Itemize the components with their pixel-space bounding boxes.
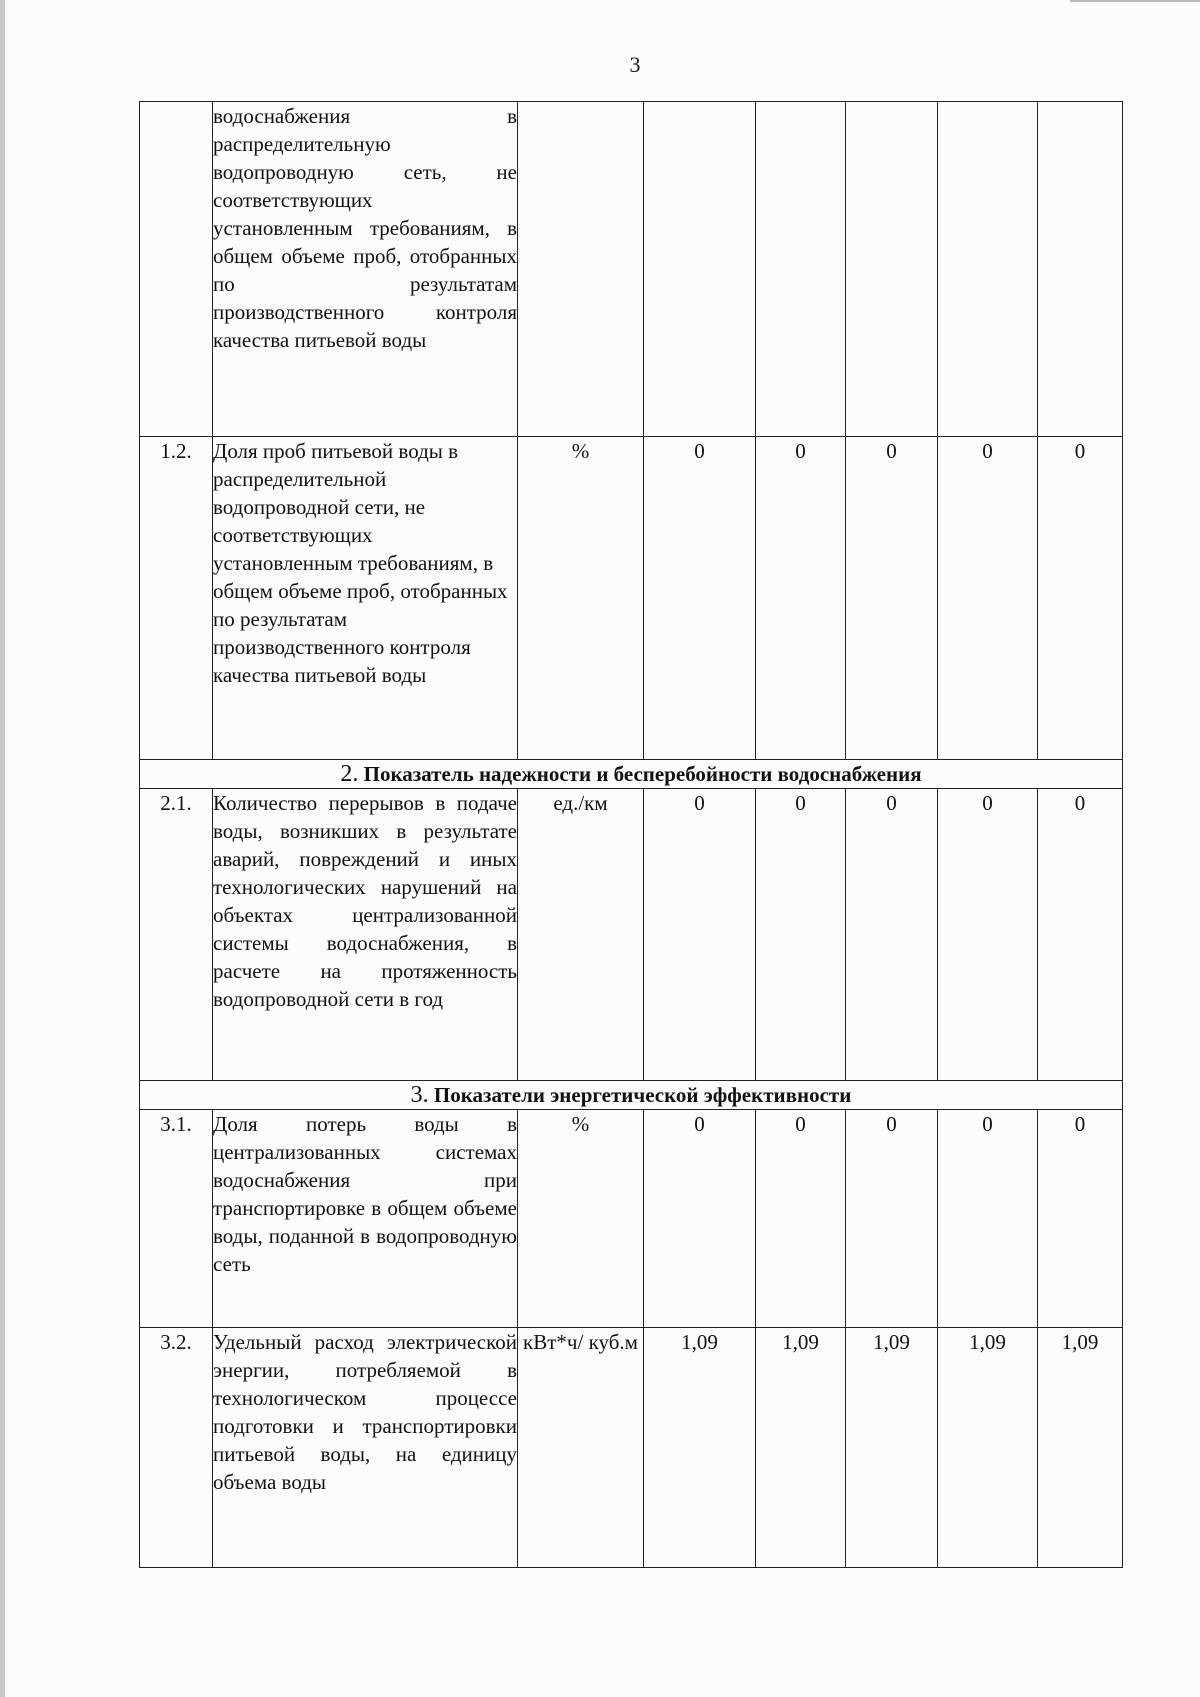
row-number: 2.1. bbox=[140, 789, 213, 1081]
value-cell: 0 bbox=[644, 1110, 756, 1328]
value-cell: 0 bbox=[644, 437, 756, 760]
page-number: 3 bbox=[629, 52, 641, 77]
value-cell: 0 bbox=[938, 437, 1038, 760]
indicator-name-text: Доля проб питьевой воды в распределительной водопроводной сети, не соответствующих установленным требованиям, в общем объеме проб, отобранных по результатам производственного контроля качества питьевой воды bbox=[213, 439, 508, 687]
table-row bbox=[140, 1328, 1123, 1568]
section-number: 3. bbox=[410, 1082, 429, 1108]
unit-cell bbox=[518, 102, 644, 437]
row-number bbox=[140, 102, 213, 437]
value-cell: 0 bbox=[756, 789, 846, 1081]
indicator-name: Количество перерывов в подаче воды, возникших в результате аварий, повреждений и иных технологических нарушений на объектах централизованной системы водоснабжения, в расчете на протяженность водопроводной сети в год bbox=[213, 789, 518, 1081]
row-number: 3.2. bbox=[140, 1328, 213, 1568]
section-title: Показатели энергетической эффективности bbox=[433, 1083, 852, 1107]
indicator-name bbox=[213, 437, 518, 760]
section-header-row bbox=[140, 760, 1123, 789]
value-cell: 1,09 bbox=[846, 1328, 938, 1568]
value-cell: 0 bbox=[1038, 1110, 1123, 1328]
value-cell: 0 bbox=[846, 1110, 938, 1328]
section-title: Показатель надежности и бесперебойности водоснабжения bbox=[363, 762, 922, 786]
value-cell: 0 bbox=[938, 1110, 1038, 1328]
value-cell: 0 bbox=[644, 789, 756, 1081]
value-cell: 1,09 bbox=[938, 1328, 1038, 1568]
value-cell bbox=[756, 102, 846, 437]
value-cell: 0 bbox=[938, 789, 1038, 1081]
row-number: 1.2. bbox=[140, 437, 213, 760]
scan-edge bbox=[0, 0, 5, 1697]
section-heading bbox=[140, 760, 1123, 789]
value-cell: 0 bbox=[846, 789, 938, 1081]
value-cell: 0 bbox=[846, 437, 938, 760]
indicator-name: Удельный расход электрической энергии, потребляемой в технологическом процессе подготовки и транспортировки питьевой воды, на единицу объема воды bbox=[213, 1328, 518, 1568]
unit-cell: % bbox=[518, 1110, 644, 1328]
value-cell bbox=[938, 102, 1038, 437]
section-heading bbox=[140, 1081, 1123, 1110]
section-number: 2. bbox=[340, 761, 359, 787]
value-cell: 1,09 bbox=[644, 1328, 756, 1568]
scan-top-rule bbox=[1070, 0, 1200, 2]
value-cell: 0 bbox=[1038, 437, 1123, 760]
value-cell bbox=[644, 102, 756, 437]
value-cell: 0 bbox=[1038, 789, 1123, 1081]
indicator-name: водоснабжения в распределительную водопроводную сеть, не соответствующих установленным требованиям, в общем объеме проб, отобранных по результатам производственного контроля качества питьевой воды bbox=[213, 102, 518, 437]
value-cell: 1,09 bbox=[1038, 1328, 1123, 1568]
table-row bbox=[140, 437, 1123, 760]
table-row bbox=[140, 1110, 1123, 1328]
value-cell: 1,09 bbox=[756, 1328, 846, 1568]
value-cell bbox=[846, 102, 938, 437]
unit-cell: ед./км bbox=[518, 789, 644, 1081]
table-row bbox=[140, 102, 1123, 437]
indicator-name: Доля потерь воды в централизованных системах водоснабжения при транспортировке в общем объеме воды, поданной в водопроводную сеть bbox=[213, 1110, 518, 1328]
unit-cell: кВт*ч/ куб.м bbox=[518, 1328, 644, 1568]
row-number: 3.1. bbox=[140, 1110, 213, 1328]
indicators-table bbox=[139, 101, 1123, 1568]
value-cell: 0 bbox=[756, 437, 846, 760]
section-header-row bbox=[140, 1081, 1123, 1110]
value-cell: 0 bbox=[756, 1110, 846, 1328]
unit-cell: % bbox=[518, 437, 644, 760]
table-row bbox=[140, 789, 1123, 1081]
value-cell bbox=[1038, 102, 1123, 437]
